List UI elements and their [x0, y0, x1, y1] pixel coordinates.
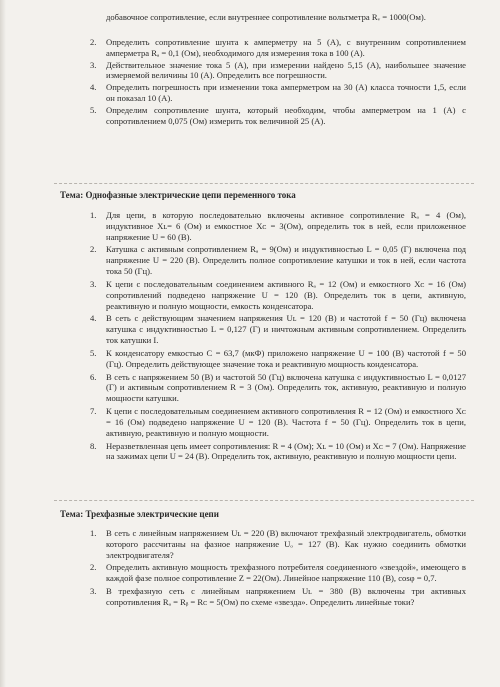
list-item [90, 586, 466, 608]
list-item [90, 313, 466, 345]
list-item [90, 279, 466, 311]
item-text: Неразветвленная цепь имеет сопротивления: R = 4 (Ом); Xʟ = 10 (Ом) и Xᴄ = 7 (Ом). Напряжение на зажимах цепи U = 24 (В). Определить ток, активную, реактивную и полную мощности цепи. [106, 440, 466, 462]
item-number: 1. [90, 210, 97, 220]
list-item [90, 37, 466, 59]
item-number: 3. [90, 586, 97, 597]
list-item [90, 406, 466, 438]
item-number: 3. [90, 278, 97, 289]
item-number: 7. [90, 406, 97, 417]
item-text: Определим сопротивление шунта, который необходим, чтобы амперметром на 1 (А) с сопротивлением 0,075 (Ом) измерить ток величиной 25 (А). [106, 104, 466, 126]
item-number: 4. [90, 82, 97, 93]
item-text: К конденсатору емкостью С = 63,7 (мкФ) приложено напряжение U = 100 (В) частотой f = 50 (Гц). Определить действующее значение тока и реактивную мощность конденсатора. [106, 347, 466, 369]
list-single-phase [90, 210, 466, 462]
section-title: Тема: Однофазные электрические цепи переменного тока [60, 190, 296, 200]
item-text: Определить погрешность при изменении тока амперметром на 30 (А) класса точности 1,5, если он показал 10 (А). [106, 82, 466, 104]
list-item [90, 528, 466, 560]
list-item [90, 244, 466, 276]
item-number: 2. [90, 562, 97, 573]
item-text: К цепи с последовательным соединением активного Rₐ = 12 (Ом) и емкостного Xᴄ = 16 (Ом) сопротивлений подведено напряжение U = 120 (В). Определить ток в цепи, активную, реактивную и полную мощности, емкость конденсатора. [106, 278, 466, 311]
list-item [90, 562, 466, 584]
list-three-phase [90, 528, 466, 608]
item-number: 8. [90, 440, 97, 451]
item-number: 5. [90, 347, 97, 358]
item-text: В сеть с действующим значением напряжения Uʟ = 120 (В) и частотой f = 50 (Гц) включена катушка с индуктивностью L = 0,127 (Г) и ничтожным активным сопротивлением. Определить ток катушки I. [106, 313, 466, 346]
item-text: Действительное значение тока 5 (А), при измерении найдено 5,15 (А), наибольшее значение измеряемой величины 10 (А). Определить все погрешности. [106, 59, 466, 81]
item-number: 3. [90, 59, 97, 70]
list-item [90, 105, 466, 127]
item-text: Катушка с активным сопротивлением Rₐ = 9(Ом) и индуктивностью L = 0,05 (Г) включена под напряжение U = 220 (В). Определить полное сопротивление катушки и ток в ней, если частота тока 50 (Гц). [106, 244, 466, 277]
scan-edge-shadow [0, 0, 6, 687]
list-item [90, 441, 466, 463]
list-item [90, 82, 466, 104]
item-number: 5. [90, 104, 97, 115]
item-number: 4. [90, 313, 97, 324]
divider [54, 500, 474, 501]
item-text: В сеть с линейным напряжением Uʟ = 220 (В) включают трехфазный электродвигатель, обмотки которого рассчитаны на фазное напряжение Uₒ = 127 (В). Как нужно соединить обмотки электродвигателя? [106, 528, 466, 560]
list-item [90, 372, 466, 404]
item-text: В сеть с напряжением 50 (В) и частотой 50 (Гц) включена катушка с индуктивностью L = 0,0127 (Г) и активным сопротивлением R = 3 (Ом). Определить ток, активную, реактивную и полную мощности катушки. [106, 371, 466, 404]
item-number: 2. [90, 244, 97, 255]
list-measurements [90, 37, 466, 127]
list-item [90, 210, 466, 242]
item-text: К цепи с последовательным соединением активного сопротивления R = 12 (Ом) и емкостного Xᴄ = 16 (Ом) подведено напряжение U = 120 (В). Частота f = 50 (Гц). Определить ток в цепи, активную, реактивную и полную мощности. [106, 406, 466, 438]
list-item [90, 348, 466, 370]
section-measurements [106, 12, 466, 23]
list-item [90, 60, 466, 82]
item-number: 1. [90, 528, 97, 538]
divider [54, 183, 474, 184]
continued-paragraph: добавочное сопротивление, если внутреннее сопротивление вольтметра Rᵥ = 1000(Ом). [106, 12, 426, 22]
item-number: 2. [90, 37, 97, 47]
item-text: В трехфазную сеть с линейным напряжением Uʟ = 380 (В) включены три активных сопротивления Rₐ = Rᵦ = Rᴄ = 5(Ом) по схеме «звезда». Определить линейные токи? [106, 586, 466, 607]
item-text: Для цепи, в которую последовательно включены активное сопротивление Rₐ = 4 (Ом), индуктивное Xʟ= 6 (Ом) и емкостное Xᴄ = 3(Ом), определить ток в ней, если приложенное напряжение U = 60 (В). [106, 210, 466, 242]
item-text: Определить сопротивление шунта к амперметру на 5 (А), с внутренним сопротивлением амперметра Rₐ = 0,1 (Ом), необходимого для измерения тока в 100 (А). [106, 37, 466, 58]
item-text: Определить активную мощность трехфазного потребителя соединенного «звездой», имеющего в каждой фазе полное сопротивление Z = 22(Ом). Линейное напряжение 110 (В), cosφ = 0,7. [106, 562, 466, 584]
section-title: Тема: Трехфазные электрические цепи [60, 509, 219, 519]
item-number: 6. [90, 371, 97, 382]
